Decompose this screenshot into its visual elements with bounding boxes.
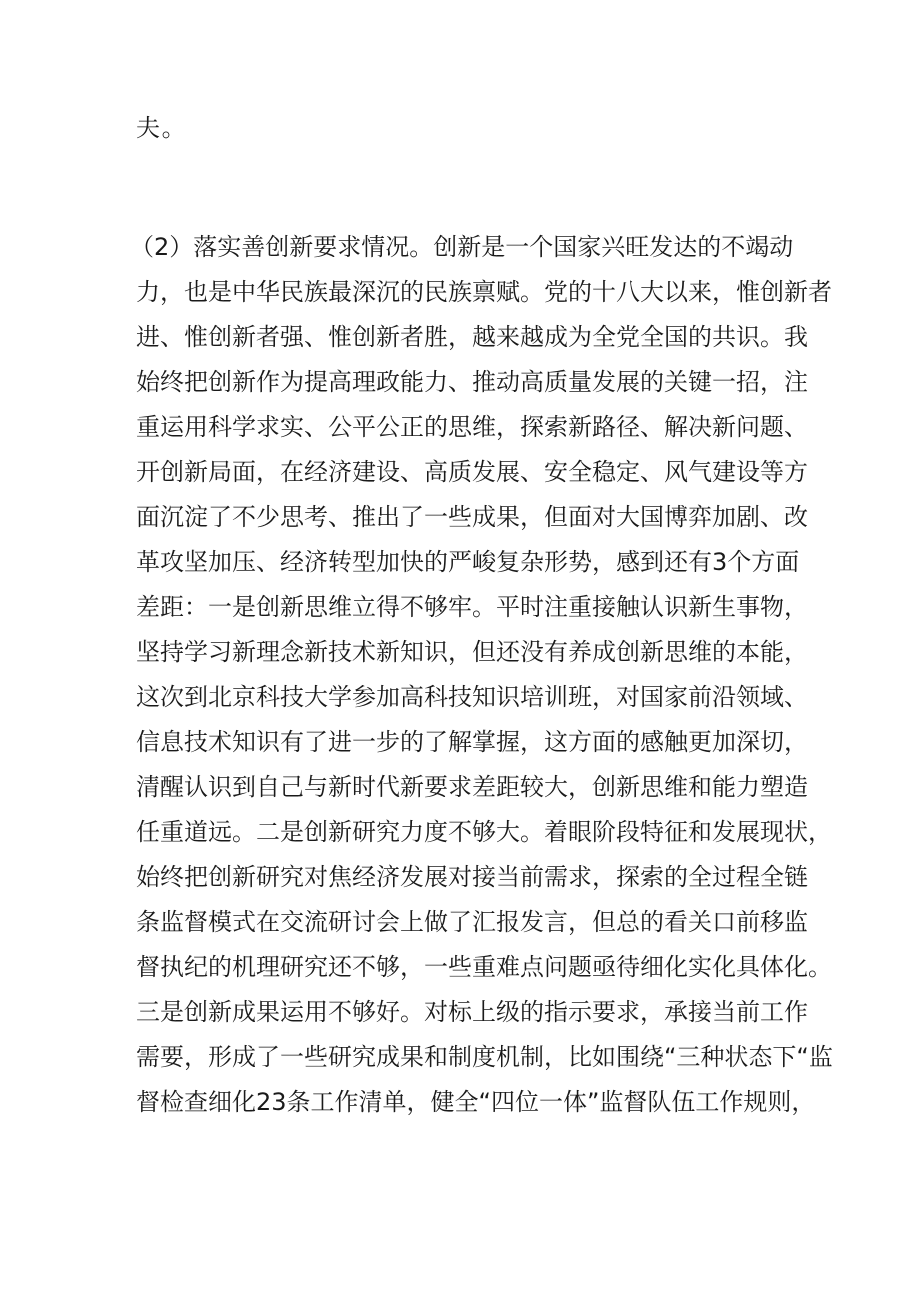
paragraph-line: 差距：一是创新思维立得不够牢。平时注重接触认识新生事物， [136, 593, 808, 621]
paragraph-line: 条监督模式在交流研讨会上做了汇报发言，但总的看关口前移监 [136, 908, 808, 936]
paragraph-line: 开创新局面，在经济建设、高质发展、安全稳定、风气建设等方 [136, 458, 808, 486]
paragraph-line: 革攻坚加压、经济转型加快的严峻复杂形势，感到还有3个方面 [136, 548, 800, 576]
paragraph-line: 力，也是中华民族最深沉的民族禀赋。党的十八大以来，惟创新者 [136, 278, 832, 306]
paragraph-line: 需要，形成了一些研究成果和制度机制，比如围绕“三种状态下“监 [136, 1043, 833, 1071]
paragraph-line: 进、惟创新者强、惟创新者胜，越来越成为全党全国的共识。我 [136, 323, 808, 351]
previous-paragraph-tail: 夫。 [136, 114, 188, 142]
paragraph-line: 清醒认识到自己与新时代新要求差距较大，创新思维和能力塑造 [136, 773, 808, 801]
paragraph-line: 三是创新成果运用不够好。对标上级的指示要求，承接当前工作 [136, 998, 808, 1026]
paragraph-line: （2）落实善创新要求情况。创新是一个国家兴旺发达的不竭动 [130, 233, 794, 261]
paragraph-line: 重运用科学求实、公平公正的思维，探索新路径、解决新问题、 [136, 413, 808, 441]
paragraph-line: 面沉淀了不少思考、推出了一些成果，但面对大国博弈加剧、改 [136, 503, 808, 531]
paragraph-line: 信息技术知识有了进一步的了解掌握，这方面的感触更加深切， [136, 728, 808, 756]
paragraph-line: 督执纪的机理研究还不够，一些重难点问题亟待细化实化具体化。 [136, 953, 832, 981]
paragraph-line: 始终把创新研究对焦经济发展对接当前需求，探索的全过程全链 [136, 863, 808, 891]
paragraph-line: 这次到北京科技大学参加高科技知识培训班，对国家前沿领域、 [136, 683, 808, 711]
paragraph-line: 坚持学习新理念新技术新知识，但还没有养成创新思维的本能， [136, 638, 808, 666]
paragraph-line: 督检查细化23条工作清单，健全“四位一体”监督队伍工作规则， [136, 1088, 816, 1116]
paragraph-line: 任重道远。二是创新研究力度不够大。着眼阶段特征和发展现状， [136, 818, 832, 846]
paragraph-line: 始终把创新作为提高理政能力、推动高质量发展的关键一招，注 [136, 368, 808, 396]
